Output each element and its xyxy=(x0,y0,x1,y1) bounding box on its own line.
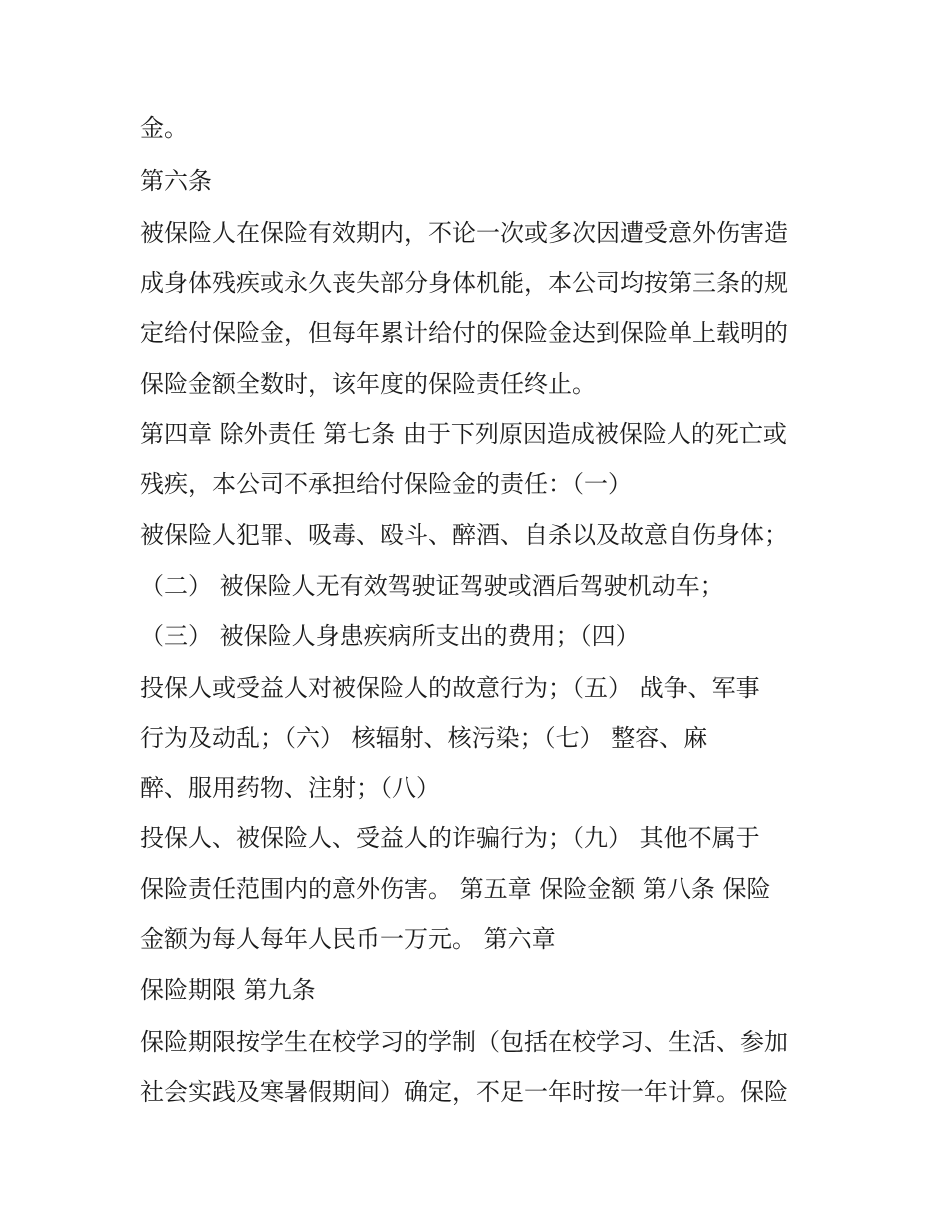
text-line: 定给付保险金，但每年累计给付的保险金达到保险单上载明的 xyxy=(140,319,788,347)
text-line: 金。 xyxy=(140,114,188,142)
text-line: 成身体残疾或永久丧失部分身体机能，本公司均按第三条的规 xyxy=(140,269,788,297)
text-line: 保险金额全数时，该年度的保险责任终止。 xyxy=(140,370,596,398)
text-line: （三） 被保险人身患疾病所支出的费用；（四） xyxy=(140,622,640,650)
text-line: 金额为每人每年人民币一万元。 第六章 xyxy=(140,925,556,953)
text-line: （二） 被保险人无有效驾驶证驾驶或酒后驾驶机动车； xyxy=(140,572,724,600)
text-line: 残疾，本公司不承担给付保险金的责任：（一） xyxy=(140,470,632,498)
text-line: 投保人或受益人对被保险人的故意行为；（五） 战争、军事 xyxy=(140,674,760,702)
article-heading: 第六条 xyxy=(140,167,212,195)
text-line: 社会实践及寒暑假期间）确定，不足一年时按一年计算。保险 xyxy=(140,1078,788,1106)
text-line: 保险期限按学生在校学习的学制（包括在校学习、生活、参加 xyxy=(140,1028,788,1056)
text-line: 保险期限 第九条 xyxy=(140,976,316,1004)
text-line: 被保险人犯罪、吸毒、殴斗、醉酒、自杀以及故意自伤身体； xyxy=(140,521,788,549)
text-line: 第四章 除外责任 第七条 由于下列原因造成被保险人的死亡或 xyxy=(140,420,787,448)
text-line: 保险责任范围内的意外伤害。 第五章 保险金额 第八条 保险 xyxy=(140,875,771,903)
text-line: 被保险人在保险有效期内，不论一次或多次因遭受意外伤害造 xyxy=(140,219,788,247)
text-line: 醉、服用药物、注射；（八） xyxy=(140,774,440,802)
text-line: 行为及动乱；（六） 核辐射、核污染；（七） 整容、麻 xyxy=(140,724,708,752)
text-line: 投保人、被保险人、受益人的诈骗行为；（九） 其他不属于 xyxy=(140,824,760,852)
